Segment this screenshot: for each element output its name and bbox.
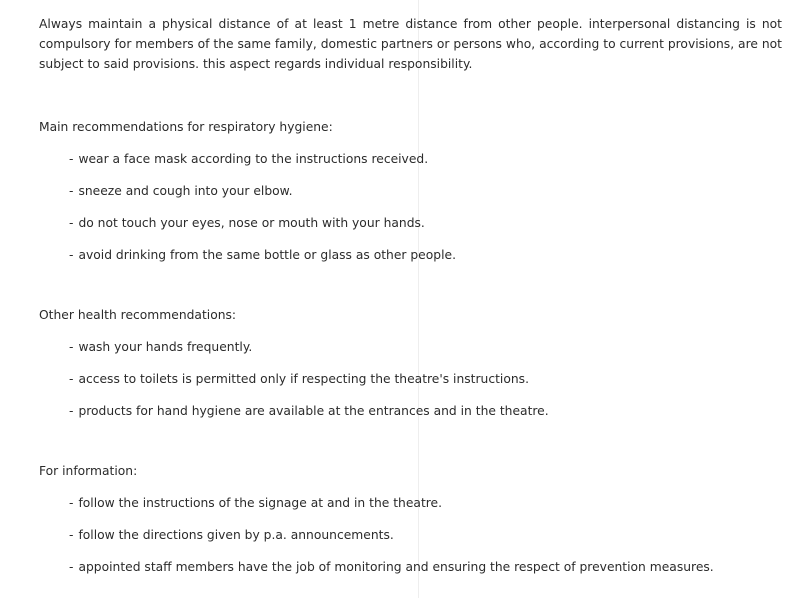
bullet-dash: - xyxy=(69,152,74,166)
list-item xyxy=(69,525,782,545)
bullet-dash: - xyxy=(69,216,74,230)
list-item xyxy=(69,213,782,233)
list-item-text: wear a face mask according to the instructions received. xyxy=(78,152,429,166)
section-heading: Other health recommendations: xyxy=(39,308,237,322)
list-item-text: access to toilets is permitted only if respecting the theatre's instructions. xyxy=(78,372,529,386)
bullet-dash: - xyxy=(69,560,74,574)
list-item-text: avoid drinking from the same bottle or glass as other people. xyxy=(78,248,456,262)
bullet-dash: - xyxy=(69,528,74,542)
list-item xyxy=(69,369,782,389)
recommendation-list xyxy=(39,493,782,577)
list-item-text: wash your hands frequently. xyxy=(78,340,253,354)
list-item xyxy=(69,337,782,357)
bullet-dash: - xyxy=(69,372,74,386)
list-item-text: follow the instructions of the signage at and in the theatre. xyxy=(78,496,443,510)
section-health-recommendations xyxy=(39,305,782,421)
list-item-text: products for hand hygiene are available at the entrances and in the theatre. xyxy=(78,404,549,418)
document-body xyxy=(39,14,782,577)
section-information xyxy=(39,461,782,577)
recommendation-list xyxy=(39,149,782,265)
list-item xyxy=(69,493,782,513)
bullet-dash: - xyxy=(69,496,74,510)
section-heading: Main recommendations for respiratory hygiene: xyxy=(39,120,333,134)
bullet-dash: - xyxy=(69,340,74,354)
list-item xyxy=(69,557,782,577)
list-item-text: appointed staff members have the job of monitoring and ensuring the respect of prevention measures. xyxy=(78,560,714,574)
intro-paragraph: Always maintain a physical distance of at least 1 metre distance from other people. interpersonal distancing is not compulsory for members of the same family, domestic partners or persons who, according to current provisions, are not subject to said provisions. this aspect regards individual responsibility. xyxy=(39,17,782,71)
list-item xyxy=(69,149,782,169)
list-item xyxy=(69,245,782,265)
bullet-dash: - xyxy=(69,184,74,198)
list-item-text: do not touch your eyes, nose or mouth with your hands. xyxy=(78,216,425,230)
list-item-text: sneeze and cough into your elbow. xyxy=(78,184,293,198)
list-item xyxy=(69,401,782,421)
recommendation-list xyxy=(39,337,782,421)
section-heading: For information: xyxy=(39,464,138,478)
list-item-text: follow the directions given by p.a. announcements. xyxy=(78,528,394,542)
bullet-dash: - xyxy=(69,248,74,262)
bullet-dash: - xyxy=(69,404,74,418)
section-respiratory-hygiene xyxy=(39,117,782,265)
list-item xyxy=(69,181,782,201)
